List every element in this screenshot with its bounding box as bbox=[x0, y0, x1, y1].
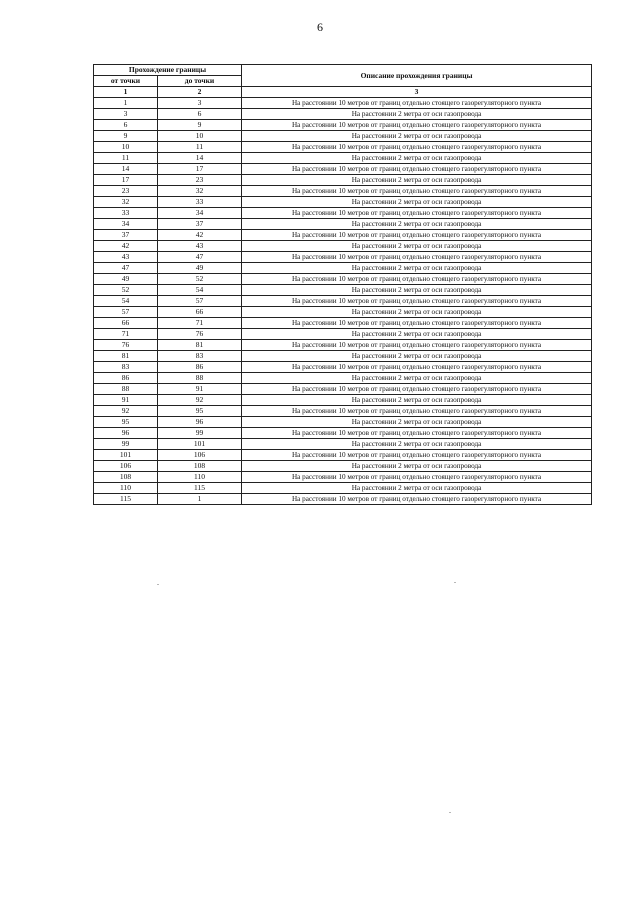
table-row bbox=[94, 439, 592, 450]
cell-to: 71 bbox=[158, 318, 242, 329]
table-row bbox=[94, 142, 592, 153]
cell-from: 108 bbox=[94, 472, 158, 483]
cell-to: 95 bbox=[158, 406, 242, 417]
group-header: Прохождение границы bbox=[94, 65, 242, 76]
boundary-table bbox=[93, 64, 592, 505]
table-row bbox=[94, 285, 592, 296]
scan-speck: . bbox=[454, 576, 456, 585]
cell-desc: На расстоянии 2 метра от оси газопровода bbox=[242, 219, 592, 230]
table-row bbox=[94, 131, 592, 142]
cell-from: 110 bbox=[94, 483, 158, 494]
col-to-header: до точки bbox=[158, 76, 242, 87]
cell-desc: На расстоянии 10 метров от границ отдельно стоящего газорегуляторного пункта bbox=[242, 472, 592, 483]
cell-from: 32 bbox=[94, 197, 158, 208]
cell-desc: На расстоянии 2 метра от оси газопровода bbox=[242, 461, 592, 472]
cell-to: 37 bbox=[158, 219, 242, 230]
cell-desc: На расстоянии 10 метров от границ отдельно стоящего газорегуляторного пункта bbox=[242, 428, 592, 439]
cell-to: 54 bbox=[158, 285, 242, 296]
cell-from: 34 bbox=[94, 219, 158, 230]
cell-to: 106 bbox=[158, 450, 242, 461]
cell-to: 86 bbox=[158, 362, 242, 373]
cell-desc: На расстоянии 10 метров от границ отдельно стоящего газорегуляторного пункта bbox=[242, 384, 592, 395]
cell-to: 83 bbox=[158, 351, 242, 362]
cell-to: 88 bbox=[158, 373, 242, 384]
table-row bbox=[94, 428, 592, 439]
cell-from: 43 bbox=[94, 252, 158, 263]
cell-to: 33 bbox=[158, 197, 242, 208]
col-from-header: от точки bbox=[94, 76, 158, 87]
cell-from: 6 bbox=[94, 120, 158, 131]
cell-from: 52 bbox=[94, 285, 158, 296]
cell-from: 81 bbox=[94, 351, 158, 362]
cell-to: 23 bbox=[158, 175, 242, 186]
table-row bbox=[94, 483, 592, 494]
cell-desc: На расстоянии 10 метров от границ отдельно стоящего газорегуляторного пункта bbox=[242, 450, 592, 461]
table-row bbox=[94, 494, 592, 505]
cell-to: 14 bbox=[158, 153, 242, 164]
cell-desc: На расстоянии 2 метра от оси газопровода bbox=[242, 329, 592, 340]
cell-desc: На расстоянии 2 метра от оси газопровода bbox=[242, 351, 592, 362]
table-row bbox=[94, 197, 592, 208]
table-row bbox=[94, 164, 592, 175]
cell-from: 17 bbox=[94, 175, 158, 186]
cell-desc: На расстоянии 2 метра от оси газопровода bbox=[242, 285, 592, 296]
cell-desc: На расстоянии 10 метров от границ отдельно стоящего газорегуляторного пункта bbox=[242, 494, 592, 505]
cell-to: 6 bbox=[158, 109, 242, 120]
cell-desc: На расстоянии 10 метров от границ отдельно стоящего газорегуляторного пункта bbox=[242, 296, 592, 307]
table-row bbox=[94, 219, 592, 230]
cell-desc: На расстоянии 10 метров от границ отдельно стоящего газорегуляторного пункта bbox=[242, 98, 592, 109]
cell-desc: На расстоянии 2 метра от оси газопровода bbox=[242, 417, 592, 428]
cell-to: 101 bbox=[158, 439, 242, 450]
cell-to: 3 bbox=[158, 98, 242, 109]
cell-to: 96 bbox=[158, 417, 242, 428]
cell-to: 99 bbox=[158, 428, 242, 439]
cell-from: 76 bbox=[94, 340, 158, 351]
cell-desc: На расстоянии 10 метров от границ отдельно стоящего газорегуляторного пункта bbox=[242, 164, 592, 175]
col-desc-header: Описание прохождения границы bbox=[242, 65, 592, 87]
cell-to: 10 bbox=[158, 131, 242, 142]
table-row bbox=[94, 98, 592, 109]
table-row bbox=[94, 153, 592, 164]
cell-from: 11 bbox=[94, 153, 158, 164]
cell-desc: На расстоянии 2 метра от оси газопровода bbox=[242, 131, 592, 142]
table-row bbox=[94, 252, 592, 263]
cell-to: 32 bbox=[158, 186, 242, 197]
cell-from: 86 bbox=[94, 373, 158, 384]
cell-from: 10 bbox=[94, 142, 158, 153]
table-row bbox=[94, 208, 592, 219]
table-row bbox=[94, 472, 592, 483]
table-body bbox=[94, 98, 592, 505]
cell-to: 43 bbox=[158, 241, 242, 252]
scan-speck: . bbox=[157, 578, 159, 587]
table-row bbox=[94, 263, 592, 274]
cell-from: 23 bbox=[94, 186, 158, 197]
cell-desc: На расстоянии 2 метра от оси газопровода bbox=[242, 439, 592, 450]
cell-to: 11 bbox=[158, 142, 242, 153]
table-row bbox=[94, 461, 592, 472]
col-number-from: 1 bbox=[94, 87, 158, 98]
cell-from: 33 bbox=[94, 208, 158, 219]
cell-desc: На расстоянии 2 метра от оси газопровода bbox=[242, 197, 592, 208]
cell-from: 101 bbox=[94, 450, 158, 461]
cell-to: 115 bbox=[158, 483, 242, 494]
table-row bbox=[94, 351, 592, 362]
cell-desc: На расстоянии 10 метров от границ отдельно стоящего газорегуляторного пункта bbox=[242, 208, 592, 219]
cell-to: 76 bbox=[158, 329, 242, 340]
cell-from: 47 bbox=[94, 263, 158, 274]
table-row bbox=[94, 340, 592, 351]
cell-from: 49 bbox=[94, 274, 158, 285]
cell-from: 96 bbox=[94, 428, 158, 439]
cell-from: 66 bbox=[94, 318, 158, 329]
cell-from: 57 bbox=[94, 307, 158, 318]
cell-from: 14 bbox=[94, 164, 158, 175]
cell-to: 110 bbox=[158, 472, 242, 483]
cell-desc: На расстоянии 2 метра от оси газопровода bbox=[242, 153, 592, 164]
cell-from: 37 bbox=[94, 230, 158, 241]
cell-desc: На расстоянии 2 метра от оси газопровода bbox=[242, 307, 592, 318]
cell-from: 92 bbox=[94, 406, 158, 417]
col-number-to: 2 bbox=[158, 87, 242, 98]
cell-to: 49 bbox=[158, 263, 242, 274]
cell-to: 52 bbox=[158, 274, 242, 285]
table-row bbox=[94, 120, 592, 131]
table-row bbox=[94, 384, 592, 395]
page-number: 6 bbox=[317, 20, 323, 34]
cell-desc: На расстоянии 10 метров от границ отдельно стоящего газорегуляторного пункта bbox=[242, 186, 592, 197]
table-row bbox=[94, 373, 592, 384]
cell-from: 54 bbox=[94, 296, 158, 307]
table-row bbox=[94, 362, 592, 373]
cell-from: 95 bbox=[94, 417, 158, 428]
table-row bbox=[94, 307, 592, 318]
cell-from: 3 bbox=[94, 109, 158, 120]
cell-desc: На расстоянии 2 метра от оси газопровода bbox=[242, 373, 592, 384]
cell-desc: На расстоянии 2 метра от оси газопровода bbox=[242, 395, 592, 406]
cell-desc: На расстоянии 10 метров от границ отдельно стоящего газорегуляторного пункта bbox=[242, 230, 592, 241]
cell-to: 57 bbox=[158, 296, 242, 307]
table-row bbox=[94, 109, 592, 120]
table-row bbox=[94, 175, 592, 186]
cell-to: 34 bbox=[158, 208, 242, 219]
cell-to: 1 bbox=[158, 494, 242, 505]
cell-from: 88 bbox=[94, 384, 158, 395]
table-row bbox=[94, 450, 592, 461]
cell-desc: На расстоянии 10 метров от границ отдельно стоящего газорегуляторного пункта bbox=[242, 120, 592, 131]
cell-to: 108 bbox=[158, 461, 242, 472]
cell-desc: На расстоянии 2 метра от оси газопровода bbox=[242, 483, 592, 494]
table-row bbox=[94, 230, 592, 241]
col-number-desc: 3 bbox=[242, 87, 592, 98]
cell-from: 106 bbox=[94, 461, 158, 472]
cell-from: 91 bbox=[94, 395, 158, 406]
table-row bbox=[94, 318, 592, 329]
cell-desc: На расстоянии 10 метров от границ отдельно стоящего газорегуляторного пункта bbox=[242, 252, 592, 263]
cell-from: 9 bbox=[94, 131, 158, 142]
cell-from: 99 bbox=[94, 439, 158, 450]
cell-to: 91 bbox=[158, 384, 242, 395]
cell-desc: На расстоянии 10 метров от границ отдельно стоящего газорегуляторного пункта bbox=[242, 274, 592, 285]
cell-to: 92 bbox=[158, 395, 242, 406]
cell-from: 71 bbox=[94, 329, 158, 340]
table-row bbox=[94, 406, 592, 417]
table-row bbox=[94, 186, 592, 197]
table-row bbox=[94, 241, 592, 252]
cell-desc: На расстоянии 2 метра от оси газопровода bbox=[242, 263, 592, 274]
cell-desc: На расстоянии 2 метра от оси газопровода bbox=[242, 109, 592, 120]
cell-desc: На расстоянии 10 метров от границ отдельно стоящего газорегуляторного пункта bbox=[242, 406, 592, 417]
cell-to: 42 bbox=[158, 230, 242, 241]
cell-to: 66 bbox=[158, 307, 242, 318]
table-row bbox=[94, 417, 592, 428]
table-row bbox=[94, 296, 592, 307]
cell-to: 9 bbox=[158, 120, 242, 131]
table-row bbox=[94, 395, 592, 406]
cell-from: 42 bbox=[94, 241, 158, 252]
cell-desc: На расстоянии 10 метров от границ отдельно стоящего газорегуляторного пункта bbox=[242, 362, 592, 373]
cell-desc: На расстоянии 2 метра от оси газопровода bbox=[242, 175, 592, 186]
cell-from: 83 bbox=[94, 362, 158, 373]
scan-speck: . bbox=[449, 806, 451, 815]
cell-desc: На расстоянии 10 метров от границ отдельно стоящего газорегуляторного пункта bbox=[242, 318, 592, 329]
cell-to: 47 bbox=[158, 252, 242, 263]
cell-to: 17 bbox=[158, 164, 242, 175]
cell-desc: На расстоянии 10 метров от границ отдельно стоящего газорегуляторного пункта bbox=[242, 340, 592, 351]
table-row bbox=[94, 329, 592, 340]
cell-from: 1 bbox=[94, 98, 158, 109]
table-row bbox=[94, 274, 592, 285]
cell-desc: На расстоянии 10 метров от границ отдельно стоящего газорегуляторного пункта bbox=[242, 142, 592, 153]
cell-from: 115 bbox=[94, 494, 158, 505]
cell-desc: На расстоянии 2 метра от оси газопровода bbox=[242, 241, 592, 252]
cell-to: 81 bbox=[158, 340, 242, 351]
